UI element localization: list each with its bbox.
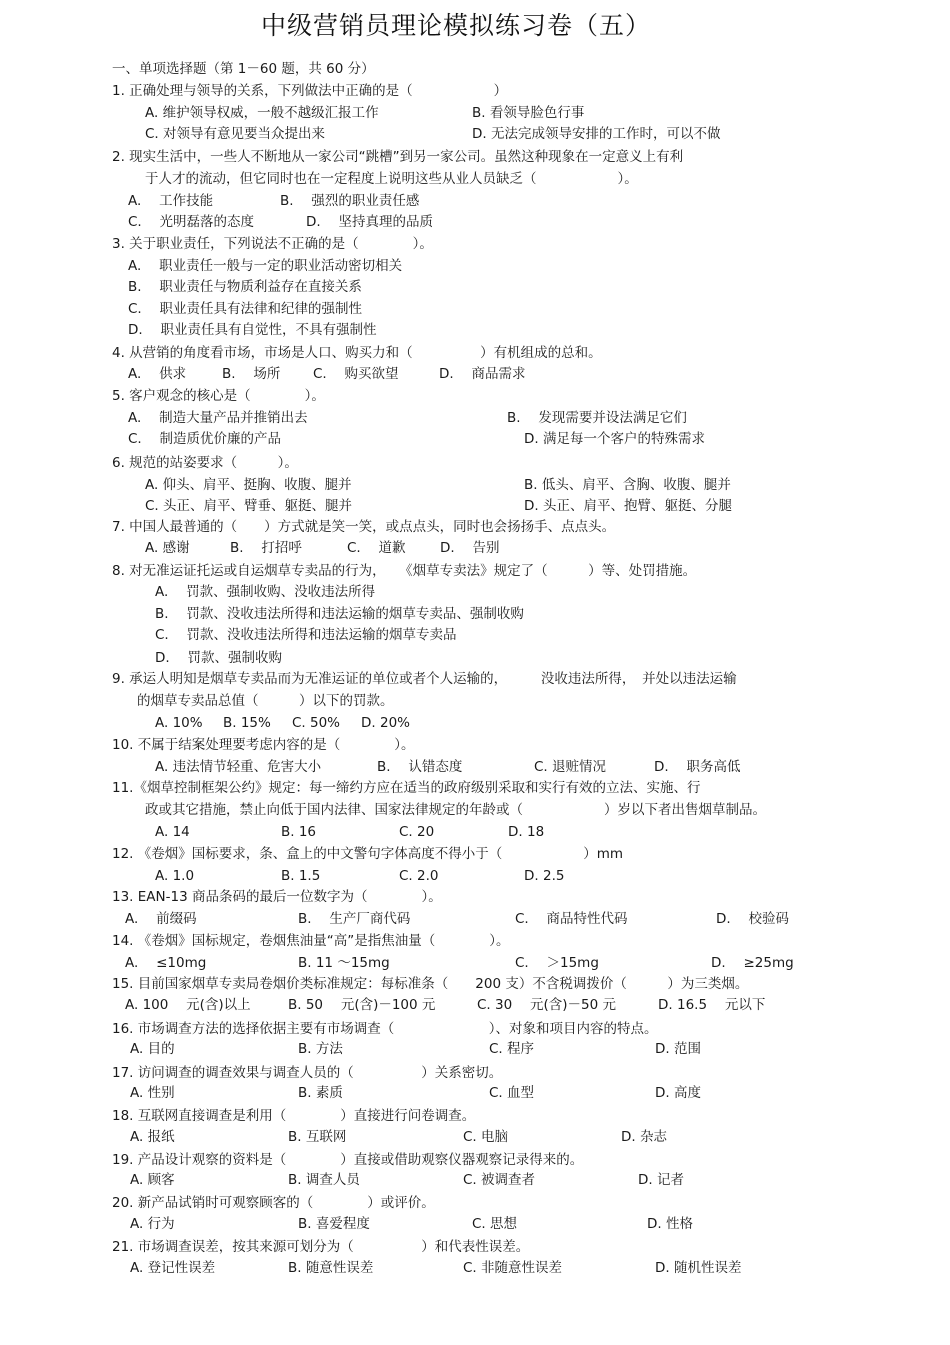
option-b: B. 方法 [298, 1041, 343, 1057]
question-stem: 2. 现实生活中，一些人不断地从一家公司“跳槽”到另一家公司。虽然这种现象在一定意义上有利 [112, 149, 684, 165]
option-c: C. 对领导有意见要当众提出来 [145, 126, 326, 142]
option-c: C. 道歉 [347, 540, 406, 556]
question-stem: 9. 承运人明知是烟草专卖品而为无准运证的单位或者个人运输的， 没收违法所得， 并处以违法运输 [112, 671, 737, 687]
option-c: C. 商品特性代码 [515, 911, 628, 927]
option-c: C. 30 元(含)－50 元 [477, 997, 616, 1013]
option-c: C. 非随意性误差 [463, 1260, 563, 1276]
option-a: A. 工作技能 [128, 193, 214, 209]
option-a: A. 100 元(含)以上 [125, 997, 251, 1013]
option-b: B. 看领导脸色行事 [472, 105, 585, 121]
question-stem: 7. 中国人最普通的（ ）方式就是笑一笑，或点点头，同时也会扬扬手、点点头。 [112, 519, 616, 535]
option-a: A. 行为 [130, 1216, 175, 1232]
question-stem: 17. 访问调查的调查效果与调查人员的（ ）关系密切。 [112, 1065, 503, 1081]
option-d: D. 性格 [647, 1216, 693, 1232]
option-a: A. ≤10mg [125, 955, 207, 971]
option-a: A. 目的 [130, 1041, 175, 1057]
question-stem: 3. 关于职业责任，下列说法不正确的是（ ）。 [112, 236, 433, 252]
option-c: C. 血型 [489, 1085, 535, 1101]
option-d: D. 满足每一个客户的特殊需求 [524, 431, 705, 447]
option-b: B. 生产厂商代码 [298, 911, 411, 927]
question-stem: 15. 目前国家烟草专卖局卷烟价类标准规定：每标准条（ 200 支）不含税调拨价（ ）为三类烟。 [112, 976, 749, 992]
question-stem: 16. 市场调查方法的选择依据主要有市场调查（ ）、对象和项目内容的特点。 [112, 1021, 658, 1037]
option-b: B. 场所 [222, 366, 281, 382]
option-b: B. 调查人员 [288, 1172, 360, 1188]
option-c: C. 购买欲望 [313, 366, 399, 382]
option-b: B. 喜爱程度 [298, 1216, 370, 1232]
option-d: D. 告别 [440, 540, 500, 556]
option-d: D. 记者 [638, 1172, 684, 1188]
option-a: A. 供求 [128, 366, 187, 382]
option-a: A. 前缀码 [125, 911, 197, 927]
option-c: C. ＞15mg [515, 955, 599, 971]
option-b: B. 强烈的职业责任感 [280, 193, 420, 209]
question-stem-cont: 的烟草专卖品总值（ ）以下的罚款。 [137, 693, 394, 709]
option-d: D. 2.5 [524, 868, 565, 884]
option-a: A. 制造大量产品并推销出去 [128, 410, 308, 426]
option-d: D. 罚款、强制收购 [155, 650, 282, 666]
option-b: B. 1.5 [281, 868, 321, 884]
question-stem: 13. EAN-13 商品条码的最后一位数字为（ ）。 [112, 889, 442, 905]
question-stem: 14. 《卷烟》国标规定，卷烟焦油量“高”是指焦油量（ ）。 [112, 933, 510, 949]
option-b: B. 职业责任与物质利益存在直接关系 [128, 279, 362, 295]
option-d: D. 职务高低 [654, 759, 741, 775]
option-c: C. 职业责任具有法律和纪律的强制性 [128, 301, 363, 317]
option-b: B. 罚款、没收违法所得和违法运输的烟草专卖品、强制收购 [155, 606, 524, 622]
option-a: A. 报纸 [130, 1129, 175, 1145]
option-c: C. 50% [292, 715, 341, 731]
page-title: 中级营销员理论模拟练习卷（五） [260, 11, 651, 40]
option-c: C. 程序 [489, 1041, 535, 1057]
question-stem: 6. 规范的站姿要求（ ）。 [112, 455, 298, 471]
option-d: D. 随机性误差 [655, 1260, 742, 1276]
question-stem: 19. 产品设计观察的资料是（ ）直接或借助观察仪器观察记录得来的。 [112, 1152, 584, 1168]
option-d: D. 高度 [655, 1085, 701, 1101]
option-b: B. 打招呼 [230, 540, 302, 556]
option-c: C. 退赃情况 [534, 759, 607, 775]
option-b: B. 50 元(含)－100 元 [288, 997, 436, 1013]
option-a: A. 1.0 [155, 868, 195, 884]
question-stem: 8. 对无准运证托运或自运烟草专卖品的行为， 《烟草专卖法》规定了（ ）等、处罚措施。 [112, 563, 697, 579]
option-d: D. 头正、肩平、抱臂、躯挺、分腿 [524, 498, 732, 514]
option-a: A. 10% [155, 715, 203, 731]
option-c: C. 头正、肩平、臂垂、躯挺、腿并 [145, 498, 353, 514]
question-stem: 5. 客户观念的核心是（ ）。 [112, 388, 325, 404]
question-stem: 21. 市场调查误差，按其来源可划分为（ ）和代表性误差。 [112, 1239, 530, 1255]
option-d: D. 20% [361, 715, 410, 731]
option-b: B. 随意性误差 [288, 1260, 374, 1276]
option-d: D. 商品需求 [439, 366, 526, 382]
option-b: B. 发现需要并设法满足它们 [507, 410, 687, 426]
option-b: B. 16 [281, 824, 317, 840]
option-a: A. 职业责任一般与一定的职业活动密切相关 [128, 258, 403, 274]
option-a: A. 顾客 [130, 1172, 175, 1188]
question-stem: 1. 正确处理与领导的关系，下列做法中正确的是（ ） [112, 83, 508, 99]
option-d: D. 校验码 [716, 911, 789, 927]
option-d: D. 无法完成领导安排的工作时，可以不做 [472, 126, 721, 142]
option-d: D. 杂志 [621, 1129, 667, 1145]
question-stem: 10. 不属于结案处理要考虑内容的是（ ）。 [112, 737, 415, 753]
option-a: A. 违法情节轻重、危害大小 [155, 759, 322, 775]
option-c: C. 光明磊落的态度 [128, 214, 255, 230]
option-a: A. 罚款、强制收购、没收违法所得 [155, 584, 376, 600]
option-a: A. 仰头、肩平、挺胸、收腹、腿并 [145, 477, 352, 493]
section-header: 一、单项选择题（第 1－60 题，共 60 分） [112, 61, 375, 77]
option-b: B. 15% [223, 715, 271, 731]
option-d: D. 坚持真理的品质 [306, 214, 433, 230]
option-a: A. 维护领导权威，一般不越级汇报工作 [145, 105, 379, 121]
option-c: C. 2.0 [399, 868, 439, 884]
option-a: A. 登记性误差 [130, 1260, 216, 1276]
option-c: C. 制造质优价廉的产品 [128, 431, 282, 447]
option-a: A. 感谢 [145, 540, 190, 556]
option-c: C. 20 [399, 824, 435, 840]
option-d: D. 16.5 元以下 [658, 997, 766, 1013]
option-b: B. 互联网 [288, 1129, 347, 1145]
question-stem-cont: 政或其它措施，禁止向低于国内法律、国家法律规定的年龄或（ ）岁以下者出售烟草制品。 [145, 802, 766, 818]
option-b: B. 低头、肩平、含胸、收腹、腿并 [524, 477, 731, 493]
question-stem: 18. 互联网直接调查是利用（ ）直接进行问卷调查。 [112, 1108, 476, 1124]
option-c: C. 电脑 [463, 1129, 509, 1145]
option-d: D. 18 [508, 824, 545, 840]
option-d: D. ≥25mg [711, 955, 794, 971]
option-d: D. 职业责任具有自觉性，不具有强制性 [128, 322, 377, 338]
option-b: B. 11 ～15mg [298, 955, 390, 971]
option-d: D. 范围 [655, 1041, 701, 1057]
question-stem: 11.《烟草控制框架公约》规定：每一缔约方应在适当的政府级别采取和实行有效的立法、实施、行 [112, 780, 701, 796]
option-b: B. 认错态度 [377, 759, 463, 775]
question-stem: 20. 新产品试销时可观察顾客的（ ）或评价。 [112, 1195, 435, 1211]
question-stem: 12. 《卷烟》国标要求，条、盒上的中文警句字体高度不得小于（ ）mm [112, 846, 624, 862]
question-stem: 4. 从营销的角度看市场，市场是人口、购买力和（ ）有机组成的总和。 [112, 345, 602, 361]
option-c: C. 罚款、没收违法所得和违法运输的烟草专卖品 [155, 627, 457, 643]
option-a: A. 14 [155, 824, 190, 840]
question-stem-cont: 于人才的流动，但它同时也在一定程度上说明这些从业人员缺乏（ ）。 [145, 171, 638, 187]
option-c: C. 被调查者 [463, 1172, 536, 1188]
option-b: B. 素质 [298, 1085, 343, 1101]
option-a: A. 性别 [130, 1085, 175, 1101]
option-c: C. 思想 [472, 1216, 518, 1232]
